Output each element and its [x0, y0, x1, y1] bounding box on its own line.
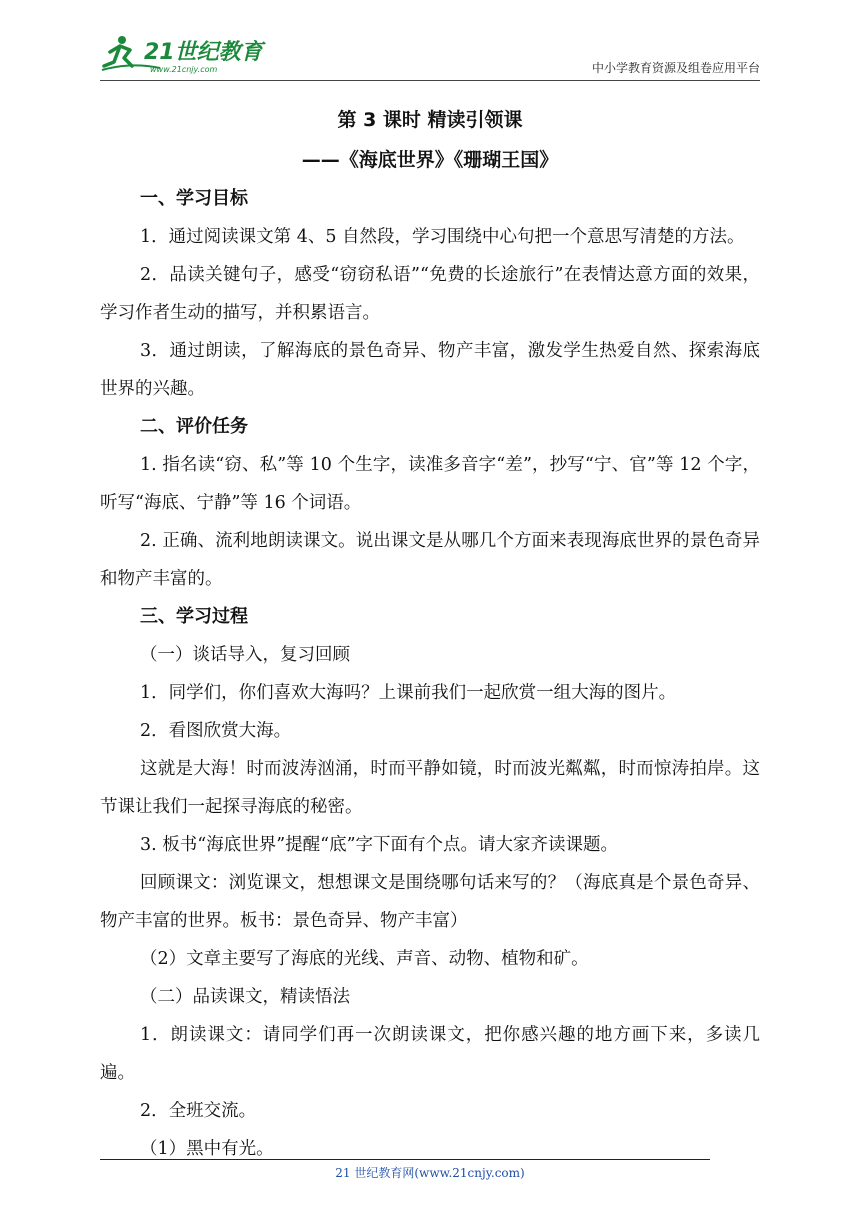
paragraph: 这就是大海！时而波涛汹涌，时而平静如镜，时而波光粼粼，时而惊涛拍岸。这节课让我们一起探寻海底的秘密。 — [100, 759, 760, 817]
footer-divider — [100, 1159, 710, 1160]
paragraph: （2）文章主要写了海底的光线、声音、动物、植物和矿。 — [140, 949, 589, 969]
runner-logo-icon — [100, 32, 270, 78]
footer-link[interactable]: 21 世纪教育网(www.21cnjy.com) — [335, 1166, 525, 1180]
section-heading: 二、评价任务 — [140, 416, 248, 437]
section-heading: 三、学习过程 — [140, 606, 248, 627]
svg-text:www.21cnjy.com: www.21cnjy.com — [150, 65, 218, 74]
paragraph: 3．通过朗读，了解海底的景色奇异、物产丰富，激发学生热爱自然、探索海底世界的兴趣。 — [100, 341, 760, 399]
lesson-content — [100, 180, 760, 1168]
paragraph: （1）黑中有光。 — [140, 1139, 274, 1159]
paragraph: 1. 指名读“窃、私”等 10 个生字，读准多音字“差”，抄写“宁、官”等 12 个字，听写“海底、宁静”等 16 个词语。 — [100, 455, 760, 513]
paragraph: 2．全班交流。 — [140, 1101, 257, 1121]
header-tagline: 中小学教育资源及组卷应用平台 — [591, 61, 760, 75]
paragraph: 回顾课文：浏览课文，想想课文是围绕哪句话来写的？（海底真是个景色奇异、物产丰富的世界。板书：景色奇异、物产丰富） — [100, 873, 760, 931]
section-heading: 一、学习目标 — [140, 188, 248, 209]
paragraph: 1．同学们，你们喜欢大海吗？上课前我们一起欣赏一组大海的图片。 — [140, 683, 677, 703]
paragraph: 2．看图欣赏大海。 — [140, 721, 292, 741]
paragraph: 2. 正确、流利地朗读课文。说出课文是从哪几个方面来表现海底世界的景色奇异和物产丰富的。 — [100, 531, 760, 589]
paragraph: （二）品读课文，精读悟法 — [140, 987, 350, 1007]
page-header — [100, 30, 760, 81]
paragraph: 2．品读关键句子，感受“窃窃私语”“免费的长途旅行”在表情达意方面的效果，学习作者生动的描写，并积累语言。 — [100, 265, 760, 323]
lesson-title: 第 3 课时 精读引领课 — [337, 109, 523, 131]
paragraph: （一）谈话导入，复习回顾 — [140, 645, 350, 665]
paragraph: 1．通过阅读课文第 4、5 自然段，学习围绕中心句把一个意思写清楚的方法。 — [140, 227, 745, 247]
document-body — [100, 100, 760, 1168]
site-logo[interactable] — [100, 32, 270, 78]
paragraph: 3. 板书“海底世界”提醒“底”字下面有个点。请大家齐读课题。 — [140, 835, 619, 855]
svg-text:21世纪教育: 21世纪教育 — [144, 40, 263, 65]
paragraph: 1．朗读课文：请同学们再一次朗读课文，把你感兴趣的地方画下来，多读几遍。 — [100, 1025, 760, 1083]
lesson-subtitle: ——《海底世界》《珊瑚王国》 — [301, 149, 559, 171]
